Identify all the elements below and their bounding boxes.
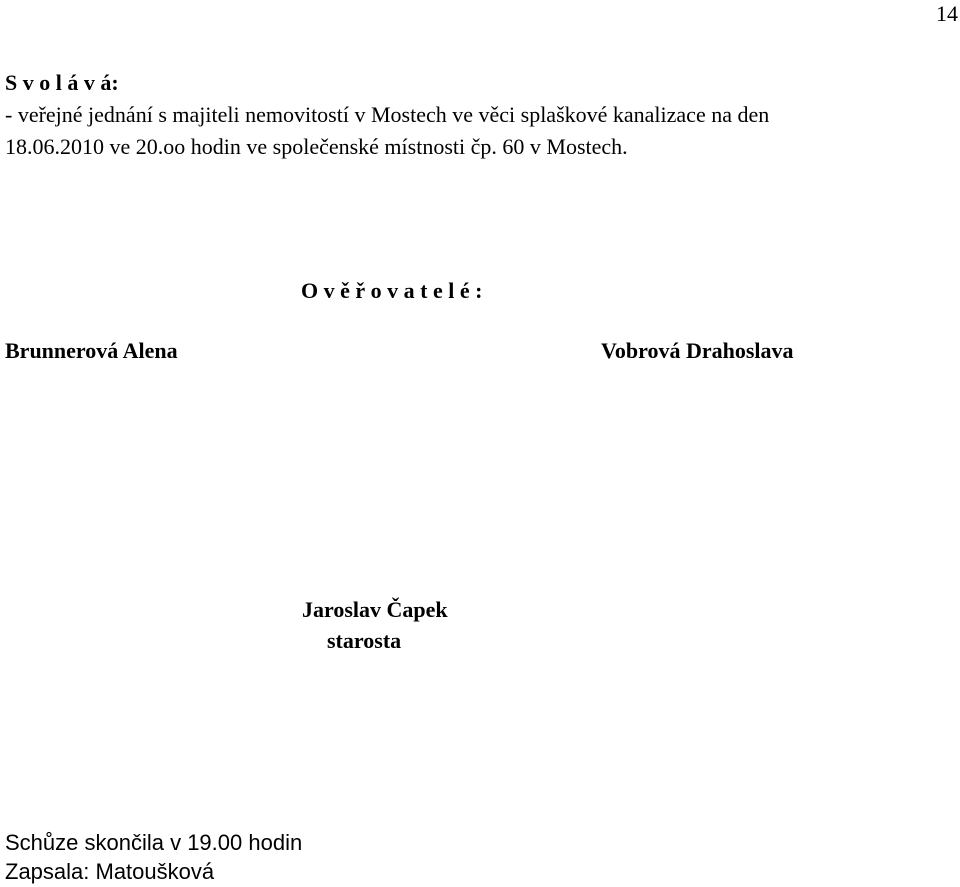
meeting-announcement-line-1: - veřejné jednání s majiteli nemovitostí v Mostech ve věci splaškové kanalizace na den [5,102,770,127]
mayor-title: starosta [327,628,402,653]
recorded-by: Zapsala: Matoušková [5,859,215,884]
meeting-announcement-line-2: 18.06.2010 ve 20.oo hodin ve společenské místnosti čp. 60 v Mostech. [5,134,628,159]
section-heading-svolava: S v o l á v á: [5,70,119,95]
verifier-name-left: Brunnerová Alena [5,338,178,363]
meeting-end-time: Schůze skončila v 19.00 hodin [5,830,303,855]
mayor-name: Jaroslav Čapek [302,597,448,622]
page-number: 14 [936,1,958,26]
verifier-name-right: Vobrová Drahoslava [601,338,794,363]
section-heading-overovatele: O v ě ř o v a t e l é : [301,278,483,303]
